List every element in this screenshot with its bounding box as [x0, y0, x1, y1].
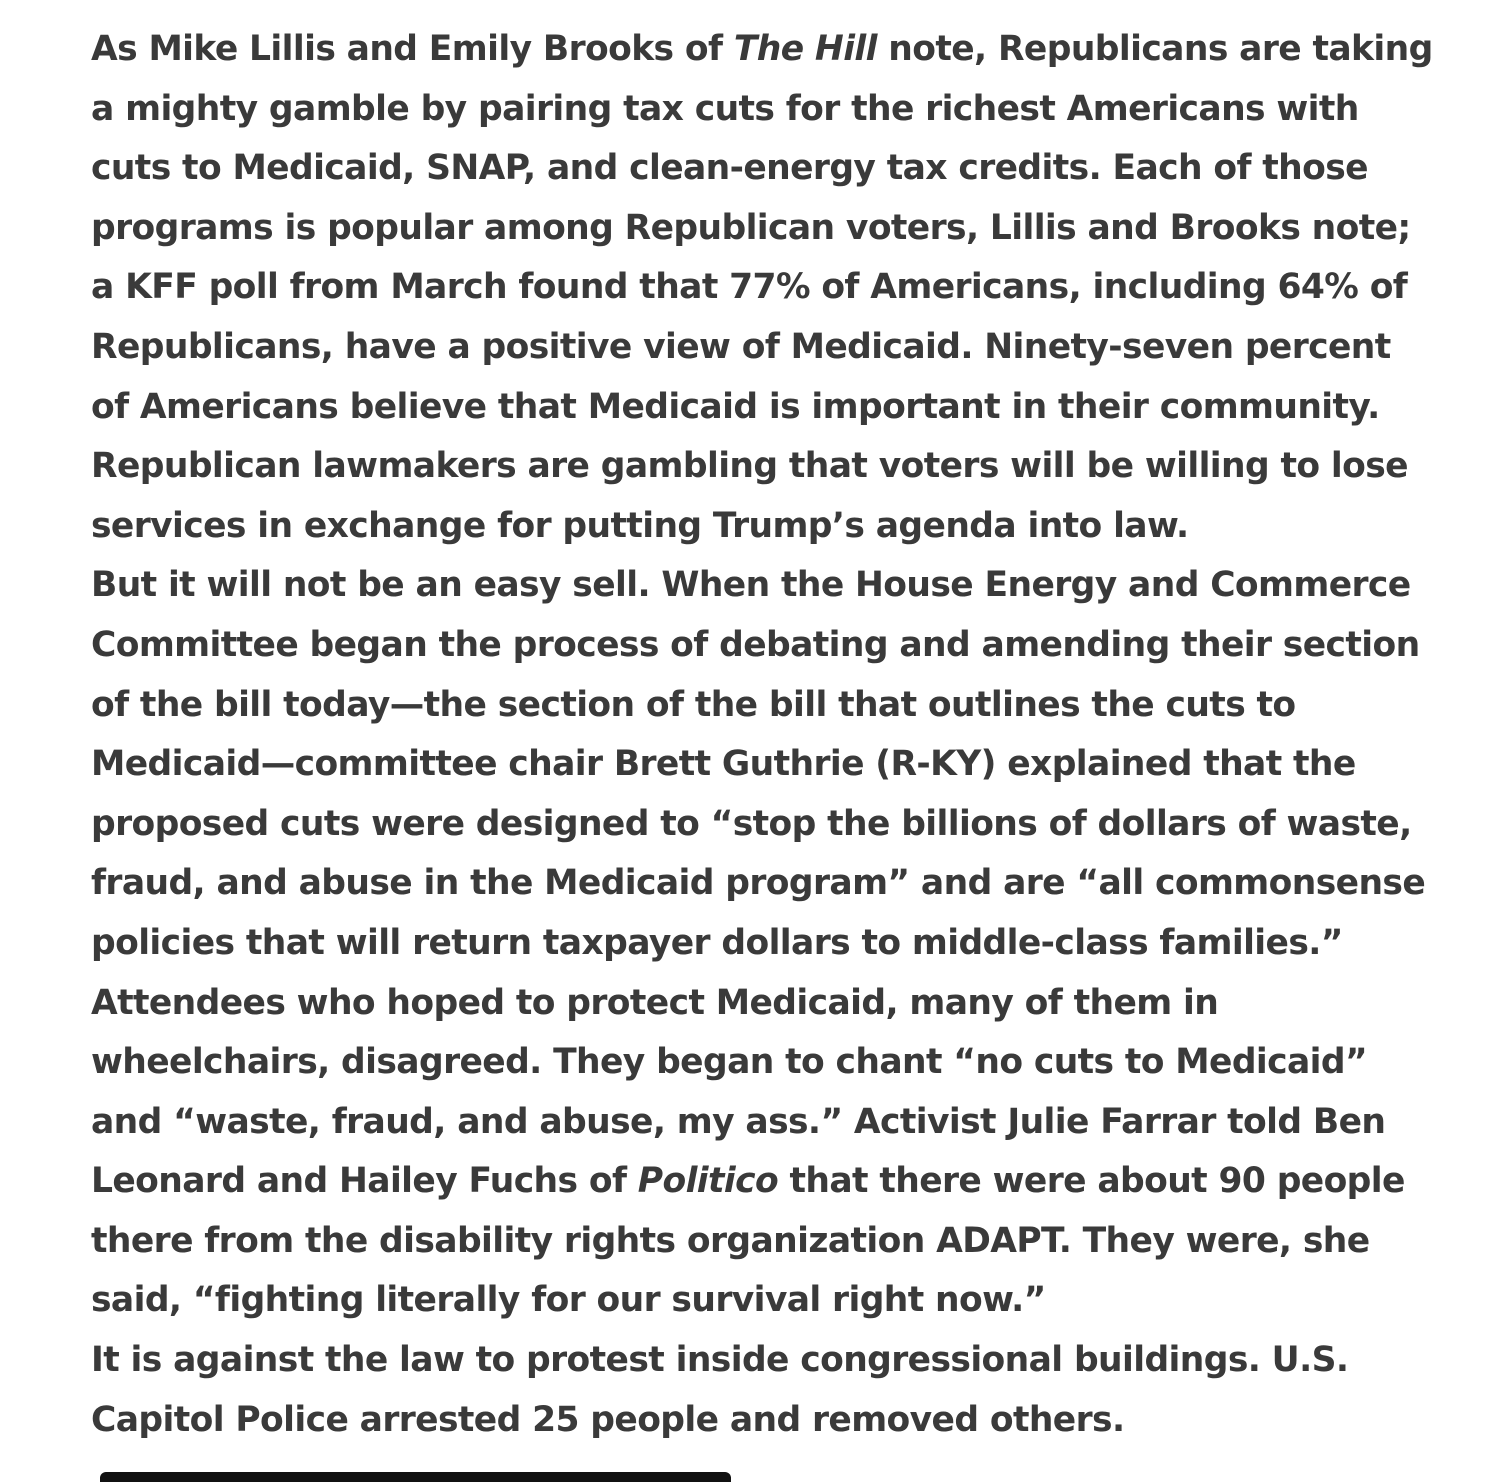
text-segment: Capitol Police arrested 25 people and removed others. [91, 1399, 1125, 1440]
text-line [91, 735, 1496, 795]
text-line [91, 854, 1496, 914]
bottom-toolbar-edge [100, 1472, 731, 1482]
text-segment: that there were about 90 people [778, 1161, 1405, 1202]
text-segment: and “waste, fraud, and abuse, my ass.” Activist Julie Farrar told Ben [91, 1101, 1386, 1142]
text-segment: a KFF poll from March found that 77% of Americans, including 64% of [91, 267, 1408, 308]
text-segment: It is against the law to protest inside congressional buildings. U.S. [91, 1340, 1349, 1381]
text-segment: programs is popular among Republican voters, Lillis and Brooks note; [91, 207, 1411, 248]
text-segment: services in exchange for putting Trump’s agenda into law. [91, 505, 1189, 546]
text-line [91, 20, 1496, 80]
text-segment: But it will not be an easy sell. When the House Energy and Commerce [91, 565, 1411, 606]
text-line [91, 258, 1496, 318]
text-segment: of the bill today—the section of the bill that outlines the cuts to [91, 684, 1296, 725]
text-line [91, 139, 1496, 199]
text-segment: note, Republicans are taking [876, 29, 1433, 69]
text-line [91, 1271, 1496, 1331]
text-segment: fraud, and abuse in the Medicaid program” and are “all commonsense [91, 863, 1426, 904]
text-segment: Committee began the process of debating and amending their section [91, 624, 1420, 665]
text-line [91, 974, 1496, 1034]
paragraph-2 [91, 556, 1496, 1331]
text-line [91, 318, 1496, 378]
text-segment: policies that will return taxpayer dollars to middle-class families.” [91, 922, 1343, 963]
paragraph-1 [91, 20, 1496, 556]
article-body [91, 20, 1496, 1450]
text-line [91, 1093, 1496, 1153]
text-line [91, 1033, 1496, 1093]
text-line [91, 378, 1496, 438]
text-segment: there from the disability rights organization ADAPT. They were, she [91, 1220, 1370, 1261]
publication-name: The Hill [733, 29, 877, 69]
text-segment: Attendees who hoped to protect Medicaid, many of them in [91, 982, 1219, 1023]
paragraph-3 [91, 1331, 1496, 1450]
text-line [91, 497, 1496, 557]
text-line [91, 676, 1496, 736]
text-line [91, 437, 1496, 497]
text-segment: Leonard and Hailey Fuchs of [91, 1161, 638, 1202]
text-line [91, 80, 1496, 140]
text-line [91, 795, 1496, 855]
text-line [91, 556, 1496, 616]
text-segment: wheelchairs, disagreed. They began to chant “no cuts to Medicaid” [91, 1042, 1368, 1083]
text-line [91, 199, 1496, 259]
text-segment: cuts to Medicaid, SNAP, and clean-energy tax credits. Each of those [91, 148, 1368, 189]
text-line [91, 914, 1496, 974]
text-segment: As Mike Lillis and Emily Brooks of [91, 29, 734, 69]
text-segment: said, “fighting literally for our survival right now.” [91, 1280, 1046, 1321]
text-segment: Republican lawmakers are gambling that voters will be willing to lose [91, 446, 1408, 487]
publication-name: Politico [637, 1161, 779, 1202]
text-segment: a mighty gamble by pairing tax cuts for the richest Americans with [91, 88, 1359, 129]
text-line [91, 1331, 1496, 1391]
text-segment: Republicans, have a positive view of Medicaid. Ninety-seven percent [91, 326, 1391, 367]
text-line [91, 616, 1496, 676]
text-line [91, 1391, 1496, 1451]
text-segment: of Americans believe that Medicaid is important in their community. [91, 386, 1380, 427]
text-line [91, 1212, 1496, 1272]
text-segment: proposed cuts were designed to “stop the billions of dollars of waste, [91, 803, 1412, 844]
text-line [91, 1152, 1496, 1212]
text-segment: Medicaid—committee chair Brett Guthrie (R-KY) explained that the [91, 744, 1356, 785]
